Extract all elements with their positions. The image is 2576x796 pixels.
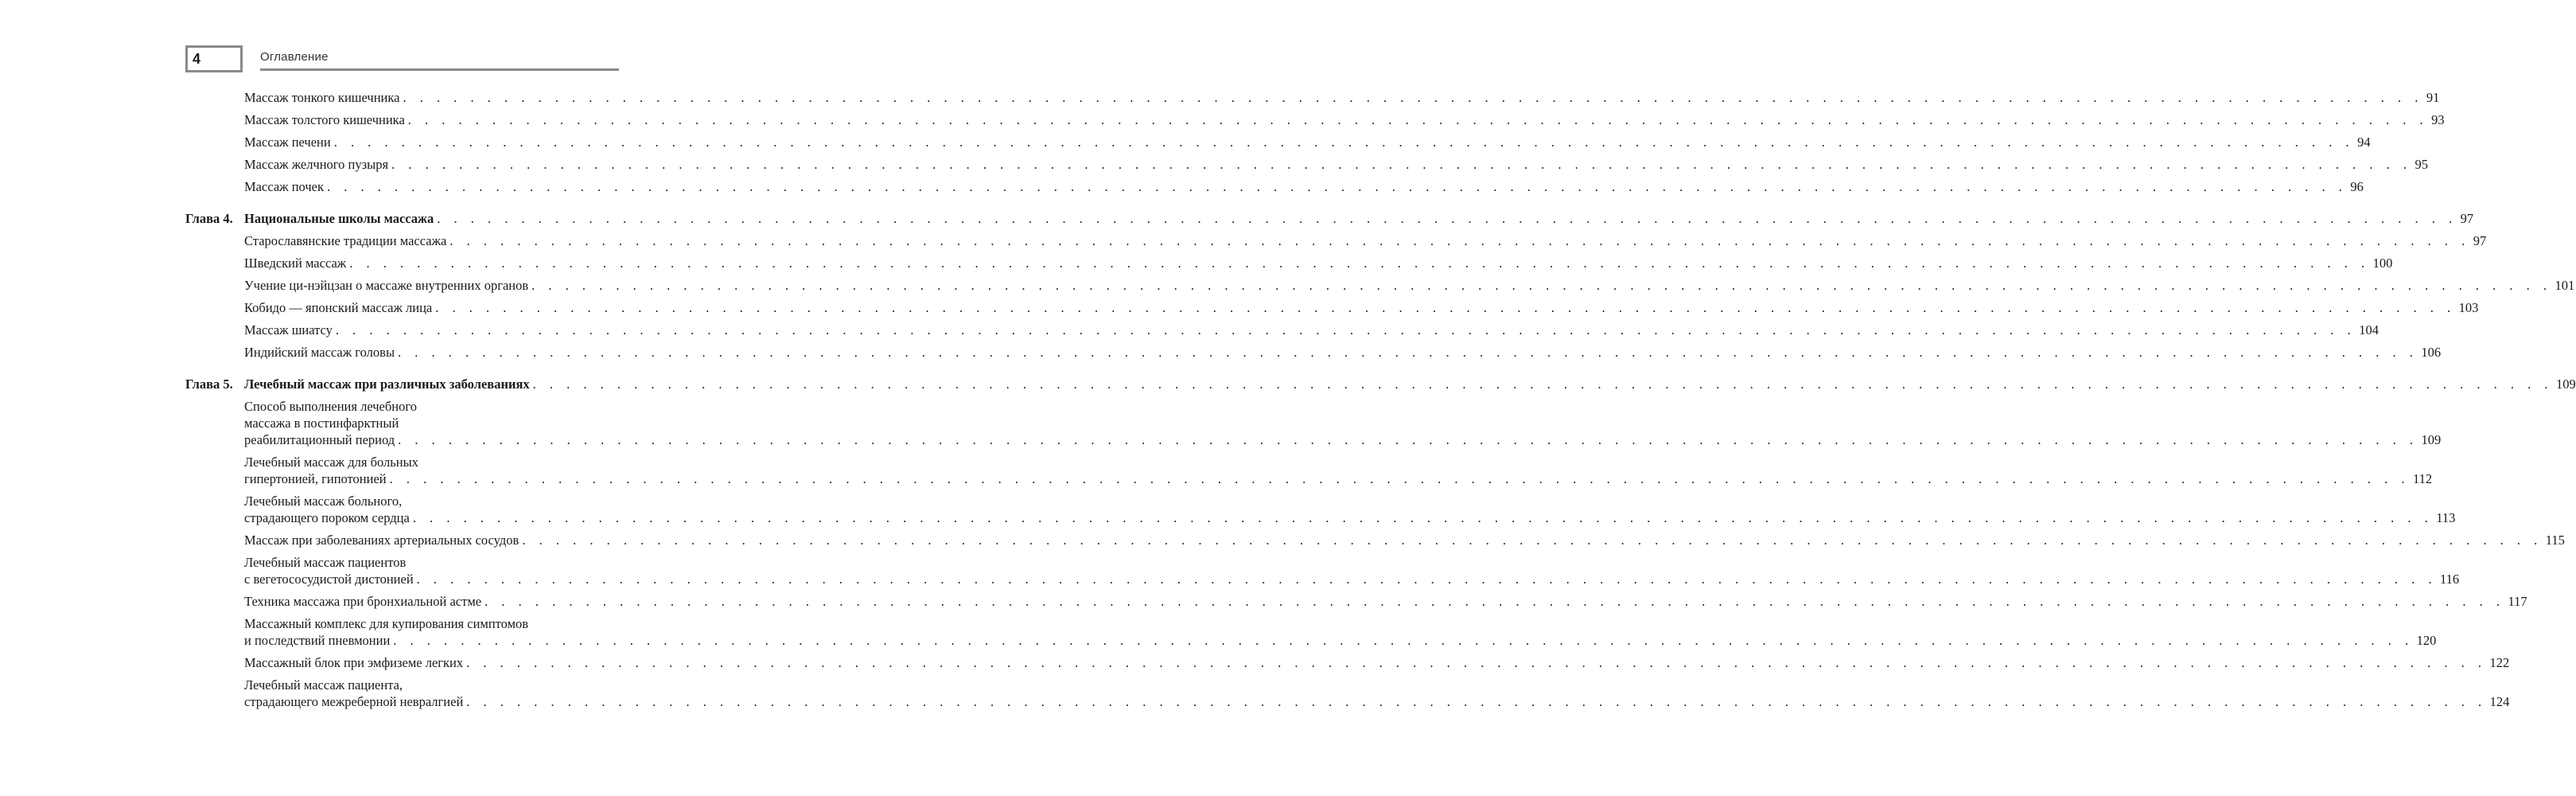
chapter-heading [185,376,2576,392]
page-header [185,45,619,77]
dot-leader: . . . . . . . . . . . . . . . . . . . . . . . . . . . . . . . . . . . . . . . . . . . . . . . . . . . . . . . . . . . . . . . . . . . . . . . . . . . . . . . . . . . . . . . . . . . . . . . . . . . . . . . . . . . . . . . . . . . . . . . . [398,345,2418,360]
page-ref: 117 [2508,594,2527,609]
dot-leader: . . . . . . . . . . . . . . . . . . . . . . . . . . . . . . . . . . . . . . . . . . . . . . . . . . . . . . . . . . . . . . . . . . . . . . . . . . . . . . . . . . . . . . . . . . . . . . . . . . . . . . . . . . . . . . . . . . . . . . . . [522,533,2543,548]
dot-leader: . . . . . . . . . . . . . . . . . . . . . . . . . . . . . . . . . . . . . . . . . . . . . . . . . . . . . . . . . . . . . . . . . . . . . . . . . . . . . . . . . . . . . . . . . . . . . . . . . . . . . . . . . . . . . . . . . . . . . . . . [412,510,2434,525]
dot-leader: . . . . . . . . . . . . . . . . . . . . . . . . . . . . . . . . . . . . . . . . . . . . . . . . . . . . . . . . . . . . . . . . . . . . . . . . . . . . . . . . . . . . . . . . . . . . . . . . . . . . . . . . . . . . . . . . . . . . . . . . [389,471,2410,486]
entry-title: Учение ци-нэйцзан о массаже внутренних органов [244,278,529,293]
page-ref: 122 [2489,655,2510,670]
entry-title-lines: Способ выполнения лечебного массажа в постинфарктный [244,399,417,431]
dot-leader: . . . . . . . . . . . . . . . . . . . . . . . . . . . . . . . . . . . . . . . . . . . . . . . . . . . . . . . . . . . . . . . . . . . . . . . . . . . . . . . . . . . . . . . . . . . . . . . . . . . . . . . . . . . . . . . . . . . . . . . . [466,655,2487,670]
entry-title-lines: Лечебный массаж для больных [244,455,418,470]
entry-title: Массаж желчного пузыря [244,157,389,172]
entry-title: Шведский массаж [244,256,347,271]
dot-leader: . . . . . . . . . . . . . . . . . . . . . . . . . . . . . . . . . . . . . . . . . . . . . . . . . . . . . . . . . . . . . . . . . . . . . . . . . . . . . . . . . . . . . . . . . . . . . . . . . . . . . . . . . . . . . . . . . . . . . . . . [449,233,2470,248]
toc-entry [185,532,2565,548]
page-ref: 124 [2489,694,2510,709]
toc-entry [185,615,2437,649]
entry-title-lines: Лечебный массаж пациентов [244,555,407,570]
entry-title: и последствий пневмонии [244,633,391,648]
entry-title: Массаж тонкого кишечника [244,90,400,105]
page-ref: 106 [2421,345,2442,360]
dot-leader: . . . . . . . . . . . . . . . . . . . . . . . . . . . . . . . . . . . . . . . . . . . . . . . . . . . . . . . . . . . . . . . . . . . . . . . . . . . . . . . . . . . . . . . . . . . . . . . . . . . . . . . . . . . . . . . . . . . . . . . . [326,179,2348,194]
entry-title: Кобидо — японский массаж лица [244,300,433,315]
dot-leader: . . . . . . . . . . . . . . . . . . . . . . . . . . . . . . . . . . . . . . . . . . . . . . . . . . . . . . . . . . . . . . . . . . . . . . . . . . . . . . . . . . . . . . . . . . . . . . . . . . . . . . . . . . . . . . . . . . . . . . . . [403,90,2423,105]
dot-leader: . . . . . . . . . . . . . . . . . . . . . . . . . . . . . . . . . . . . . . . . . . . . . . . . . . . . . . . . . . . . . . . . . . . . . . . . . . . . . . . . . . . . . . . . . . . . . . . . . . . . . . . . . . . . . . . . . . . . . . . . [437,211,2457,226]
page-ref: 97 [2460,211,2474,226]
dot-leader: . . . . . . . . . . . . . . . . . . . . . . . . . . . . . . . . . . . . . . . . . . . . . . . . . . . . . . . . . . . . . . . . . . . . . . . . . . . . . . . . . . . . . . . . . . . . . . . . . . . . . . . . . . . . . . . . . . . . . . . . [333,135,2355,150]
page-ref: 109 [2421,432,2442,447]
page-ref: 112 [2412,471,2433,486]
toc-entry [185,322,2379,338]
dot-leader: . . . . . . . . . . . . . . . . . . . . . . . . . . . . . . . . . . . . . . . . . . . . . . . . . . . . . . . . . . . . . . . . . . . . . . . . . . . . . . . . . . . . . . . . . . . . . . . . . . . . . . . . . . . . . . . . . . . . . . . . [393,633,2414,648]
intro-entries [185,89,2445,195]
dot-leader: . . . . . . . . . . . . . . . . . . . . . . . . . . . . . . . . . . . . . . . . . . . . . . . . . . . . . . . . . . . . . . . . . . . . . . . . . . . . . . . . . . . . . . . . . . . . . . . . . . . . . . . . . . . . . . . . . . . . . . . . [466,694,2487,709]
toc-entry [185,454,2433,487]
header-rule [260,68,619,71]
toc-entry [185,677,2510,710]
page-ref: 115 [2545,533,2565,548]
dot-leader: . . . . . . . . . . . . . . . . . . . . . . . . . . . . . . . . . . . . . . . . . . . . . . . . . . . . . . . . . . . . . . . . . . . . . . . . . . . . . . . . . . . . . . . . . . . . . . . . . . . . . . . . . . . . . . . . . . . . . . . . [349,256,2370,271]
dot-leader: . . . . . . . . . . . . . . . . . . . . . . . . . . . . . . . . . . . . . . . . . . . . . . . . . . . . . . . . . . . . . . . . . . . . . . . . . . . . . . . . . . . . . . . . . . . . . . . . . . . . . . . . . . . . . . . . . . . . . . . . [335,322,2356,338]
chapter-title: Лечебный массаж при различных заболеваниях [244,377,530,392]
dot-leader: . . . . . . . . . . . . . . . . . . . . . . . . . . . . . . . . . . . . . . . . . . . . . . . . . . . . . . . . . . . . . . . . . . . . . . . . . . . . . . . . . . . . . . . . . . . . . . . . . . . . . . . . . . . . . . . . . . . . . . . . [398,432,2418,447]
toc-entry [185,111,2445,128]
entry-title: с вегетососудистой дистонией [244,572,414,587]
entry-title: Массаж при заболеваниях артериальных сосудов [244,533,519,548]
entry-title: Старославянские традиции массажа [244,233,447,248]
toc-entry [185,232,2487,249]
toc-entry [185,493,2456,526]
chapter-title: Национальные школы массажа [244,211,434,226]
entry-title: Массажный блок при эмфиземе легких [244,655,464,670]
dot-leader: . . . . . . . . . . . . . . . . . . . . . . . . . . . . . . . . . . . . . . . . . . . . . . . . . . . . . . . . . . . . . . . . . . . . . . . . . . . . . . . . . . . . . . . . . . . . . . . . . . . . . . . . . . . . . . . . . . . . . . . . [391,157,2412,172]
entry-title: Массаж шиатсу [244,322,333,338]
dot-leader: . . . . . . . . . . . . . . . . . . . . . . . . . . . . . . . . . . . . . . . . . . . . . . . . . . . . . . . . . . . . . . . . . . . . . . . . . . . . . . . . . . . . . . . . . . . . . . . . . . . . . . . . . . . . . . . . . . . . . . . . [407,112,2429,127]
page-ref: 93 [2431,112,2445,127]
toc-entry [185,554,2460,587]
toc-entry [185,178,2364,195]
dot-leader: . . . . . . . . . . . . . . . . . . . . . . . . . . . . . . . . . . . . . . . . . . . . . . . . . . . . . . . . . . . . . . . . . . . . . . . . . . . . . . . . . . . . . . . . . . . . . . . . . . . . . . . . . . . . . . . . . . . . . . . . [484,594,2505,609]
chapter-4-group [185,210,2575,361]
toc-entry [185,344,2442,361]
page-ref: 95 [2415,157,2428,172]
toc-entry [185,156,2428,173]
page-ref: 109 [2556,377,2576,392]
chapter-label: Глава 4. [185,211,233,226]
entry-title: Индийский массаж головы [244,345,395,360]
page-ref: 104 [2359,322,2379,338]
page-ref: 100 [2372,256,2393,271]
toc-entry [185,398,2442,448]
toc-entry [185,277,2575,294]
entry-title: Массаж почек [244,179,324,194]
entry-title: страдающего межреберной невралгией [244,694,464,709]
page-ref: 120 [2416,633,2437,648]
entry-title: гипертонией, гипотонией [244,471,387,486]
entry-title-lines: Лечебный массаж больного, [244,494,403,509]
dot-leader: . . . . . . . . . . . . . . . . . . . . . . . . . . . . . . . . . . . . . . . . . . . . . . . . . . . . . . . . . . . . . . . . . . . . . . . . . . . . . . . . . . . . . . . . . . . . . . . . . . . . . . . . . . . . . . . . . . . . . . . . [435,300,2456,315]
entry-title-lines: Лечебный массаж пациента, [244,677,403,693]
entry-title-lines: Массажный комплекс для купирования симптомов [244,616,529,631]
dot-leader: . . . . . . . . . . . . . . . . . . . . . . . . . . . . . . . . . . . . . . . . . . . . . . . . . . . . . . . . . . . . . . . . . . . . . . . . . . . . . . . . . . . . . . . . . . . . . . . . . . . . . . . . . . . . . . . . . . . . . . . . [416,572,2438,587]
page-ref: 116 [2440,572,2460,587]
page-ref: 91 [2426,90,2440,105]
chapter-label: Глава 5. [185,377,233,392]
page-number-box [185,45,243,72]
page-ref: 97 [2473,233,2487,248]
toc-entry [185,593,2527,610]
page-ref: 113 [2436,510,2456,525]
entry-title: реабилитационный период [244,432,395,447]
entry-title: Массаж толстого кишечника [244,112,405,127]
entry-title: Техника массажа при бронхиальной астме [244,594,482,609]
dot-leader: . . . . . . . . . . . . . . . . . . . . . . . . . . . . . . . . . . . . . . . . . . . . . . . . . . . . . . . . . . . . . . . . . . . . . . . . . . . . . . . . . . . . . . . . . . . . . . . . . . . . . . . . . . . . . . . . . . . . . . . . [532,377,2554,392]
toc-entry [185,255,2393,271]
chapter-heading [185,210,2474,227]
entry-title: Массаж печени [244,135,331,150]
page-ref: 101 [2555,278,2575,293]
table-of-contents [185,89,2576,716]
entry-title: страдающего пороком сердца [244,510,410,525]
page-ref: 103 [2458,300,2479,315]
running-title: Оглавление [260,50,329,64]
toc-entry [185,299,2479,316]
toc-entry [185,89,2440,106]
dot-leader: . . . . . . . . . . . . . . . . . . . . . . . . . . . . . . . . . . . . . . . . . . . . . . . . . . . . . . . . . . . . . . . . . . . . . . . . . . . . . . . . . . . . . . . . . . . . . . . . . . . . . . . . . . . . . . . . . . . . . . . . [531,278,2552,293]
chapter-5-group [185,376,2576,710]
toc-entry [185,134,2371,150]
toc-entry [185,654,2510,671]
page-ref: 94 [2357,135,2371,150]
page-number: 4 [193,51,201,67]
page-ref: 96 [2350,179,2364,194]
